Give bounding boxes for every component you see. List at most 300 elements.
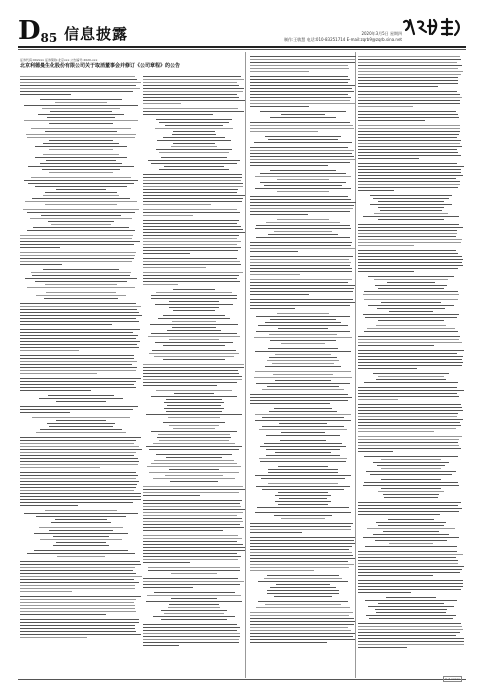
text-line [266, 435, 340, 436]
text-line [270, 340, 337, 341]
text-line [143, 538, 242, 539]
text-line [373, 198, 450, 199]
text-line [358, 131, 460, 132]
text-line [265, 604, 341, 605]
text-line [277, 313, 328, 314]
text-line [378, 376, 445, 377]
text-line [20, 446, 139, 447]
text-line [20, 312, 139, 313]
text-line [358, 638, 464, 639]
text-line [250, 532, 302, 533]
text-line [250, 639, 355, 640]
text-line [143, 189, 238, 190]
text-line [358, 114, 458, 115]
text-line [143, 226, 241, 227]
text-paragraph [20, 619, 142, 638]
text-line [358, 339, 459, 340]
text-line [45, 510, 117, 511]
text-line [164, 166, 224, 167]
text-line [358, 163, 457, 164]
text-line [261, 478, 346, 479]
text-line [20, 493, 141, 494]
text-line [250, 285, 355, 286]
text-line [49, 123, 113, 124]
text-paragraph [20, 527, 142, 546]
text-line [250, 308, 295, 309]
text-line [57, 556, 106, 557]
text-paragraph [358, 597, 464, 619]
text-line [358, 86, 438, 87]
text-line [358, 407, 462, 408]
text-line [358, 181, 460, 182]
text-line [143, 559, 238, 560]
text-paragraph [250, 111, 356, 118]
text-line [20, 387, 136, 388]
text-paragraph [143, 535, 245, 563]
text-line [40, 429, 122, 430]
text-line [156, 454, 232, 455]
text-paragraph [20, 510, 142, 523]
text-line [358, 644, 464, 645]
text-line [358, 143, 460, 144]
text-line [20, 452, 136, 453]
text-line [20, 406, 138, 407]
text-paragraph [143, 289, 245, 311]
text-line [20, 244, 134, 245]
text-paragraph [250, 575, 356, 597]
text-line [260, 461, 346, 462]
text-line [20, 378, 141, 379]
text-paragraph [358, 299, 464, 321]
text-line [358, 91, 457, 92]
text-line [358, 422, 460, 423]
text-paragraph [143, 364, 245, 386]
text-line [165, 125, 222, 126]
text-line [250, 242, 352, 243]
text-line [358, 396, 459, 397]
text-line [264, 578, 342, 579]
text-line [51, 224, 110, 225]
text-line [278, 328, 327, 329]
text-paragraph [20, 417, 142, 433]
text-line [34, 550, 128, 551]
text-line [20, 82, 141, 83]
text-paragraph [143, 567, 245, 574]
text-line [255, 475, 352, 476]
text-line [173, 289, 215, 290]
text-line [143, 624, 237, 625]
text-line [20, 338, 136, 339]
text-line [20, 611, 136, 612]
text-line [358, 511, 459, 512]
text-line [367, 328, 455, 329]
text-line [143, 247, 241, 248]
text-paragraph [250, 601, 356, 608]
text-line [250, 211, 350, 212]
text-line [143, 486, 243, 487]
text-line [250, 97, 351, 98]
text-line [32, 417, 130, 418]
text-line [143, 250, 238, 251]
text-line [269, 411, 336, 412]
text-line [376, 379, 446, 380]
text-line [358, 169, 461, 170]
text-line [143, 76, 241, 77]
text-line [274, 596, 332, 597]
text-line [20, 631, 136, 632]
text-line [51, 522, 110, 523]
text-line [260, 446, 346, 447]
text-line [20, 490, 134, 491]
text-line [20, 255, 135, 256]
text-line [20, 591, 72, 592]
text-line [381, 302, 442, 303]
text-line [20, 390, 91, 391]
text-line [168, 607, 220, 608]
text-line [275, 501, 331, 502]
text-line [20, 634, 141, 635]
text-line [149, 472, 238, 473]
text-line [25, 201, 138, 202]
text-line [148, 160, 240, 161]
text-line [358, 626, 462, 627]
text-line [250, 214, 308, 215]
text-line [250, 642, 327, 643]
text-line [143, 186, 243, 187]
text-paragraph [143, 174, 245, 205]
text-line [167, 330, 220, 331]
text-column-3 [250, 52, 356, 678]
text-paragraph [250, 394, 356, 404]
text-line [358, 256, 462, 257]
text-paragraph [250, 523, 356, 533]
text-line [270, 170, 336, 171]
text-line [255, 371, 350, 372]
text-line [268, 469, 337, 470]
text-line [369, 618, 453, 619]
contact-line: 制作:王敏慧 电话:010-83251714 E-mail:zqrb9@zqrb.sina.net [283, 37, 402, 42]
text-line [358, 172, 461, 173]
text-line [255, 414, 351, 415]
text-line [169, 339, 219, 340]
text-line [20, 570, 133, 571]
text-line [373, 462, 449, 463]
text-line [250, 150, 354, 151]
text-line [151, 295, 237, 296]
text-line [143, 212, 240, 213]
text-line [275, 354, 330, 355]
text-line [250, 245, 351, 246]
text-line [358, 106, 413, 107]
text-line [358, 245, 414, 246]
text-line [32, 275, 130, 276]
text-line [250, 259, 349, 260]
text-line [250, 618, 354, 619]
text-line [170, 481, 218, 482]
text-line [143, 527, 244, 528]
text-line [143, 503, 240, 504]
text-line [250, 274, 300, 275]
text-line [358, 362, 463, 363]
text-line [363, 314, 459, 315]
text-line [275, 380, 331, 381]
text-line [358, 265, 463, 266]
text-line [56, 542, 105, 543]
text-line [258, 601, 349, 602]
text-line [275, 452, 332, 453]
text-line [256, 225, 349, 226]
text-paragraph [143, 592, 245, 620]
text-paragraph [358, 479, 464, 498]
text-paragraph [250, 348, 356, 367]
text-line [50, 111, 111, 112]
text-line [250, 523, 353, 524]
text-line [358, 137, 457, 138]
text-line [358, 442, 458, 443]
text-line [358, 557, 456, 558]
text-line [25, 278, 136, 279]
text-line [20, 309, 137, 310]
text-line [20, 619, 139, 620]
text-line [370, 204, 451, 205]
text-line [279, 423, 326, 424]
text-paragraph [143, 76, 245, 104]
text-line [260, 182, 346, 183]
text-line [35, 146, 128, 147]
text-line [143, 379, 242, 380]
text-line [267, 593, 339, 594]
text-line [358, 253, 458, 254]
text-line [277, 191, 329, 192]
text-line [149, 353, 239, 354]
text-line [250, 196, 348, 197]
text-line [31, 128, 132, 129]
text-line [20, 573, 136, 574]
text-line [151, 333, 237, 334]
text-line [143, 370, 238, 371]
text-line [157, 140, 232, 141]
text-line [33, 227, 129, 228]
text-line [20, 449, 142, 450]
text-line [143, 201, 242, 202]
text-line [368, 606, 455, 607]
text-line [20, 261, 132, 262]
text-line [143, 79, 244, 80]
text-line [169, 425, 220, 426]
text-line [250, 394, 348, 395]
text-line [250, 88, 352, 89]
text-line [20, 437, 141, 438]
text-paragraph [358, 580, 464, 593]
text-line [143, 382, 237, 383]
brand-logo [400, 16, 464, 38]
text-line [143, 111, 244, 112]
text-paragraph [143, 624, 245, 646]
text-line [143, 630, 237, 631]
text-line [368, 276, 454, 277]
text-line [56, 401, 107, 402]
text-line [262, 389, 344, 390]
text-paragraph [358, 111, 464, 121]
text-line [364, 382, 459, 383]
text-line [250, 403, 330, 404]
text-line [358, 345, 434, 346]
text-paragraph [358, 56, 464, 87]
text-line [143, 492, 239, 493]
text-line [250, 205, 354, 206]
text-line [255, 512, 350, 513]
text-line [270, 117, 335, 118]
text-line [143, 114, 213, 115]
text-line [250, 208, 353, 209]
masthead [0, 0, 484, 46]
text-line [250, 85, 355, 86]
text-line [161, 610, 226, 611]
text-line [20, 252, 136, 253]
text-line [143, 177, 242, 178]
text-line [143, 238, 237, 239]
text-line [143, 512, 243, 513]
text-line [358, 551, 457, 552]
text-line [20, 306, 141, 307]
text-paragraph [250, 196, 356, 215]
text-line [20, 481, 139, 482]
text-line [39, 527, 123, 528]
text-line [163, 137, 226, 138]
text-line [268, 234, 338, 235]
text-line [254, 337, 351, 338]
text-paragraph [358, 436, 464, 452]
text-line [281, 114, 325, 115]
text-line [365, 600, 457, 601]
text-line [143, 521, 243, 522]
text-line [23, 209, 138, 210]
text-paragraph [358, 276, 464, 295]
text-line [381, 488, 441, 489]
text-column-2 [143, 52, 245, 678]
text-paragraph [20, 596, 142, 615]
text-line [174, 393, 215, 394]
text-line [265, 136, 340, 137]
announcement-codes: 证券代码:002xxx 证券简称:北京xxx 公告编号:2020-xxx [20, 58, 98, 62]
text-line [250, 94, 348, 95]
text-line [143, 587, 193, 588]
text-line [154, 356, 233, 357]
text-line [173, 143, 214, 144]
text-line [20, 502, 133, 503]
text-line [378, 525, 445, 526]
text-line [27, 553, 134, 554]
text-line [250, 79, 350, 80]
text-line [383, 531, 439, 532]
text-paragraph [143, 454, 245, 482]
text-line [20, 582, 139, 583]
text-line [358, 342, 462, 343]
masthead-subrule [18, 49, 466, 50]
text-line [358, 413, 458, 414]
text-line [256, 383, 350, 384]
text-line [364, 299, 458, 300]
text-line [166, 411, 221, 412]
text-line [388, 519, 435, 520]
text-line [381, 468, 440, 469]
text-line [143, 281, 240, 282]
text-line [143, 547, 245, 548]
text-line [143, 530, 223, 531]
masthead-rule [18, 46, 466, 48]
text-line [20, 440, 136, 441]
text-line [358, 586, 463, 587]
text-line [278, 504, 328, 505]
text-line [163, 315, 226, 316]
text-line [255, 351, 352, 352]
text-line [20, 318, 136, 319]
text-line [143, 258, 237, 259]
text-line [169, 301, 220, 302]
text-line [281, 518, 326, 519]
text-paragraph [358, 623, 464, 648]
section-title: 信息披露 [64, 25, 129, 43]
text-paragraph [358, 250, 464, 272]
text-line [250, 265, 350, 266]
text-line [358, 59, 461, 60]
text-line [256, 486, 349, 487]
text-line [358, 390, 464, 391]
text-line [358, 356, 463, 357]
text-line [368, 305, 455, 306]
text-line [250, 621, 355, 622]
text-line [169, 469, 219, 470]
text-line [42, 169, 120, 170]
text-line [143, 91, 243, 92]
text-line [20, 461, 139, 462]
text-line [20, 564, 141, 565]
text-line [358, 580, 463, 581]
text-line [358, 271, 414, 272]
text-line [378, 288, 444, 289]
text-line [165, 475, 223, 476]
text-line [20, 361, 137, 362]
text-line [20, 409, 133, 410]
text-line [147, 466, 242, 467]
text-paragraph [20, 99, 142, 124]
text-line [143, 253, 190, 254]
text-paragraph [20, 303, 142, 325]
text-paragraph [250, 537, 356, 571]
text-line [358, 111, 456, 112]
text-line [272, 363, 335, 364]
text-line [358, 140, 461, 141]
text-line [146, 414, 242, 415]
text-line [20, 355, 134, 356]
text-paragraph [143, 578, 245, 588]
text-line [173, 310, 216, 311]
text-line [143, 500, 242, 501]
text-paragraph [358, 91, 464, 107]
text-line [171, 573, 216, 574]
text-line [20, 487, 136, 488]
text-line [24, 513, 138, 514]
text-line [153, 443, 235, 444]
text-line [358, 399, 398, 400]
text-line [250, 627, 348, 628]
text-paragraph [250, 56, 356, 72]
text-line [20, 344, 137, 345]
text-line [265, 366, 342, 367]
text-line [381, 459, 440, 460]
text-line [250, 630, 351, 631]
text-line [20, 367, 137, 368]
